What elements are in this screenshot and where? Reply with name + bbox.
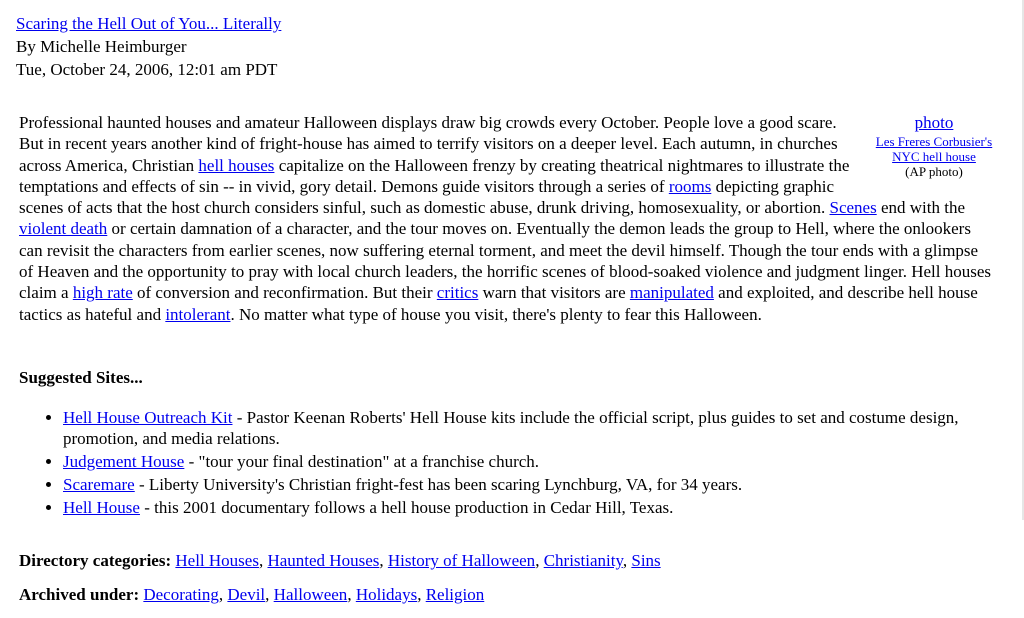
site-link-scaremare[interactable]: Scaremare — [63, 475, 135, 495]
separator: , — [347, 585, 356, 604]
photo-box — [864, 112, 1004, 179]
directory-label: Directory categories: — [19, 551, 172, 570]
category-link-hell-houses[interactable]: Hell Houses — [175, 551, 259, 570]
separator: , — [622, 551, 632, 570]
site-link-judgement-house[interactable]: Judgement House — [63, 452, 185, 472]
list-item — [63, 474, 1004, 495]
article-text: capitalize on the Halloween frenzy by creating theatrical nightmares to illustrate the temptations and effects of sin -- in vivid, gory detail. Demons guide visitors through a series of — [19, 155, 850, 196]
critics-link[interactable]: critics — [436, 283, 479, 303]
manipulated-link[interactable]: manipulated — [629, 283, 714, 303]
separator: , — [258, 551, 268, 570]
directory-categories — [19, 551, 661, 571]
site-description: - Pastor Keenan Roberts' Hell House kits include the official script, plus guides to set and costume design, promotion, and media relations. — [63, 408, 959, 449]
separator: , — [379, 551, 388, 570]
category-link-history-of-halloween[interactable]: History of Halloween — [387, 551, 536, 570]
archived-under — [19, 585, 484, 605]
site-description: - Liberty University's Christian fright-fest has been scaring Lynchburg, VA, for 34 years. — [134, 475, 743, 495]
archived-label: Archived under: — [19, 585, 140, 604]
photo-link[interactable]: photo — [914, 113, 954, 132]
scenes-link[interactable]: Scenes — [829, 198, 877, 218]
separator: , — [535, 551, 544, 570]
article-text: and exploited, and describe hell house tactics as hateful and — [19, 283, 978, 324]
article-body — [19, 112, 994, 325]
list-item — [63, 407, 1004, 450]
article-header — [16, 12, 281, 81]
site-link-hell-house-outreach-kit[interactable]: Hell House Outreach Kit — [63, 408, 233, 427]
byline: By Michelle Heimburger — [16, 37, 187, 56]
article-text: of conversion and reconfirmation. But their — [132, 283, 437, 303]
article-text: Professional haunted houses and amateur Halloween displays draw big crowds every October. People love a good scare. But in recent years another kind of fright-house has aimed to terrify visitors on a deeper level. Each autumn, in churches across America, Christian — [19, 113, 838, 175]
list-item — [63, 497, 1004, 518]
site-link-hell-house[interactable]: Hell House — [63, 498, 140, 518]
archive-link-decorating[interactable]: Decorating — [143, 585, 219, 604]
suggested-sites-list — [19, 407, 1004, 520]
article-title-link[interactable]: Scaring the Hell Out of You... Literally — [16, 14, 282, 33]
category-link-christianity[interactable]: Christianity — [543, 551, 623, 570]
article-text: warn that visitors are — [478, 283, 630, 303]
intolerant-link[interactable]: intolerant — [165, 304, 231, 324]
publish-date: Tue, October 24, 2006, 12:01 am PDT — [16, 60, 278, 79]
article-text: . No matter what type of house you visit, there's plenty to fear this Halloween. — [230, 304, 762, 324]
rooms-link[interactable]: rooms — [668, 176, 712, 196]
site-description: - this 2001 documentary follows a hell house production in Cedar Hill, Texas. — [139, 498, 674, 518]
separator: , — [265, 585, 274, 604]
high-rate-link[interactable]: high rate — [72, 283, 133, 303]
archive-link-religion[interactable]: Religion — [425, 585, 485, 604]
photo-credit: (AP photo) — [905, 164, 963, 179]
archive-link-devil[interactable]: Devil — [227, 585, 266, 604]
violent-death-link[interactable]: violent death — [19, 219, 108, 239]
hell-houses-link[interactable]: hell houses — [198, 155, 275, 175]
list-item — [63, 451, 1004, 472]
category-link-haunted-houses[interactable]: Haunted Houses — [267, 551, 380, 570]
archive-link-halloween[interactable]: Halloween — [273, 585, 348, 604]
site-description: - "tour your final destination" at a franchise church. — [184, 452, 540, 472]
article-text: depicting graphic scenes of acts that the host church considers sinful, such as domestic abuse, drunk driving, homosexuality, or abortion. — [19, 176, 835, 218]
archive-link-holidays[interactable]: Holidays — [355, 585, 418, 604]
category-link-sins[interactable]: Sins — [631, 551, 661, 570]
article-text: end with the — [876, 198, 965, 218]
suggested-sites-heading: Suggested Sites... — [19, 368, 143, 387]
separator: , — [417, 585, 426, 604]
article-text: or certain damnation of a character, and the tour moves on. Eventually the demon leads the group to Hell, where the onlookers can revisit the characters from earlier scenes, now suffering eternal torment, and meet the devil himself. Though the tour ends with a glimpse of Heaven and the opportunity to pray with local church leaders, the horrific scenes of blood-soaked violence and judgment linger. Hell houses claim a — [19, 219, 992, 303]
separator: , — [218, 585, 228, 604]
photo-caption-link[interactable]: Les Freres Corbusier's NYC hell house — [875, 134, 993, 164]
